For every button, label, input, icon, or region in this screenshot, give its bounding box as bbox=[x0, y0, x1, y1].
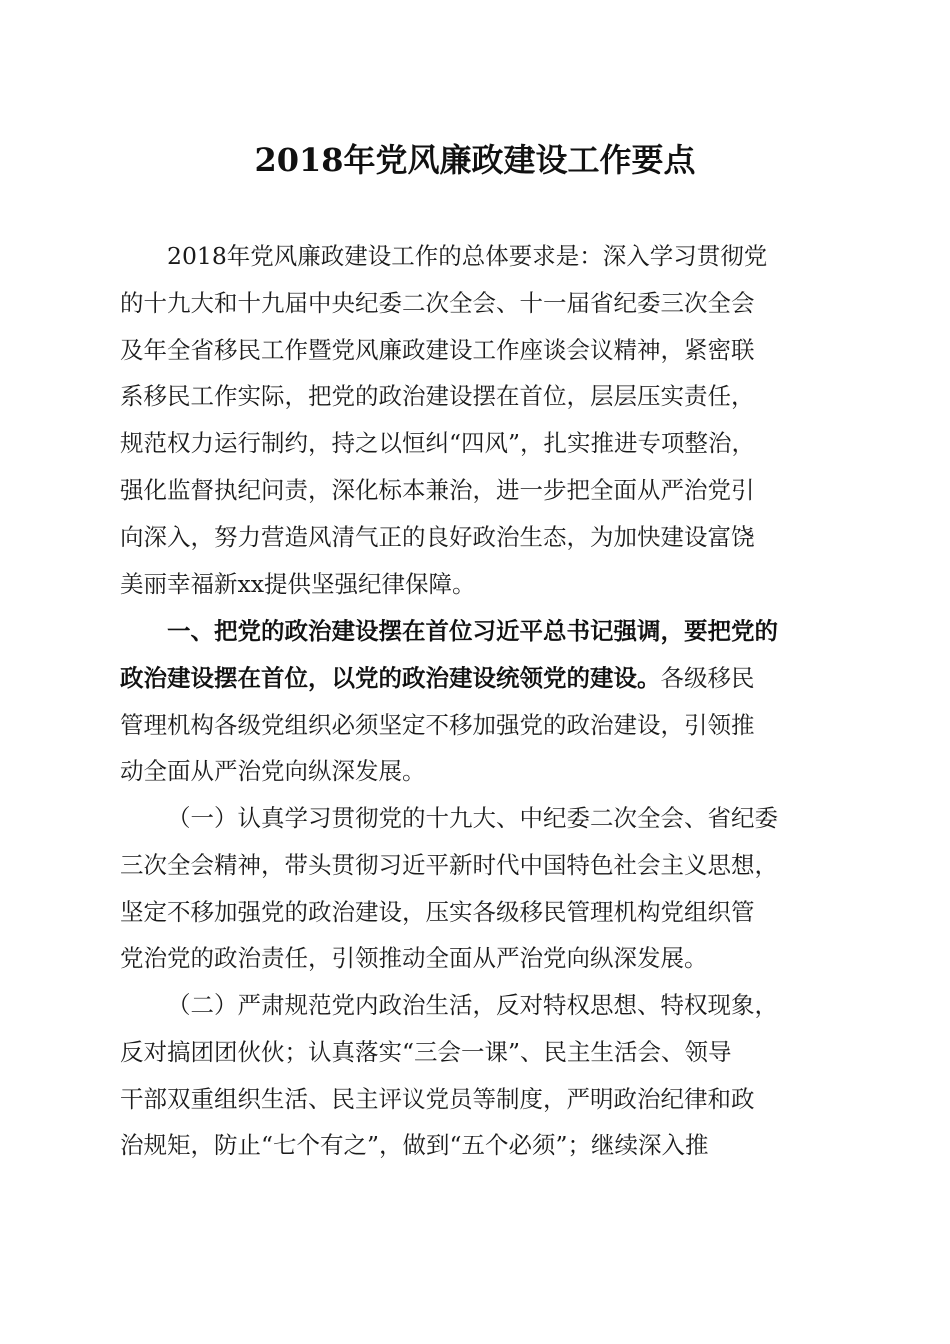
text-line: 管理机构各级党组织必须坚定不移加强党的政治建设，引领推 bbox=[120, 710, 755, 739]
paragraph-overall-requirements bbox=[120, 233, 836, 607]
paragraph-item-two bbox=[120, 982, 836, 1169]
text-line: 强化监督执纪问责，深化标本兼治，进一步把全面从严治党引 bbox=[120, 475, 755, 504]
text-line: 治规矩，防止“七个有之”，做到“五个必须”；继续深入推 bbox=[120, 1131, 709, 1160]
text-line: 三次全会精神，带头贯彻习近平新时代中国特色社会主义思想， bbox=[120, 850, 778, 879]
text-line bbox=[120, 655, 836, 702]
paragraph-item-one bbox=[120, 795, 836, 982]
text-line: 规范权力运行制约，持之以恒纠“四风”，扎实推进专项整治， bbox=[120, 429, 756, 458]
section-heading: 一、把党的政治建设摆在首位习近平总书记强调，要把党的 bbox=[167, 617, 778, 645]
document-title: 2018年党风廉政建设工作要点 bbox=[254, 141, 696, 179]
text-line: （二）严肃规范党内政治生活，反对特权思想、特权现象， bbox=[167, 991, 778, 1019]
text-line: 系移民工作实际，把党的政治建设摆在首位，层层压实责任， bbox=[120, 382, 755, 411]
text-line: （一）认真学习贯彻党的十九大、中纪委二次全会、省纪委 bbox=[167, 804, 778, 832]
text-line: 的十九大和十九届中央纪委二次全会、十一届省纪委三次全会 bbox=[120, 288, 755, 317]
section-text: 各级移民 bbox=[660, 663, 755, 692]
paragraph-section-one bbox=[120, 608, 836, 795]
text-line: 及年全省移民工作暨党风廉政建设工作座谈会议精神，紧密联 bbox=[120, 335, 755, 364]
section-heading-continued: 政治建设摆在首位，以党的政治建设统领党的建设。 bbox=[120, 663, 661, 692]
text-line: 坚定不移加强党的政治建设，压实各级移民管理机构党组织管 bbox=[120, 897, 755, 926]
text-line: 反对搞团团伙伙；认真落实“三会一课”、民主生活会、领导 bbox=[120, 1037, 732, 1066]
text-line: 向深入，努力营造风清气正的良好政治生态，为加快建设富饶 bbox=[120, 522, 755, 551]
text-line: 2018年党风廉政建设工作的总体要求是：深入学习贯彻党 bbox=[167, 242, 768, 270]
text-line: 干部双重组织生活、民主评议党员等制度，严明政治纪律和政 bbox=[120, 1084, 755, 1113]
text-line: 美丽幸福新xx提供坚强纪律保障。 bbox=[120, 569, 476, 598]
text-line: 党治党的政治责任，引领推动全面从严治党向纵深发展。 bbox=[120, 944, 708, 973]
text-line: 动全面从严治党向纵深发展。 bbox=[120, 757, 426, 786]
text-line bbox=[120, 608, 836, 655]
